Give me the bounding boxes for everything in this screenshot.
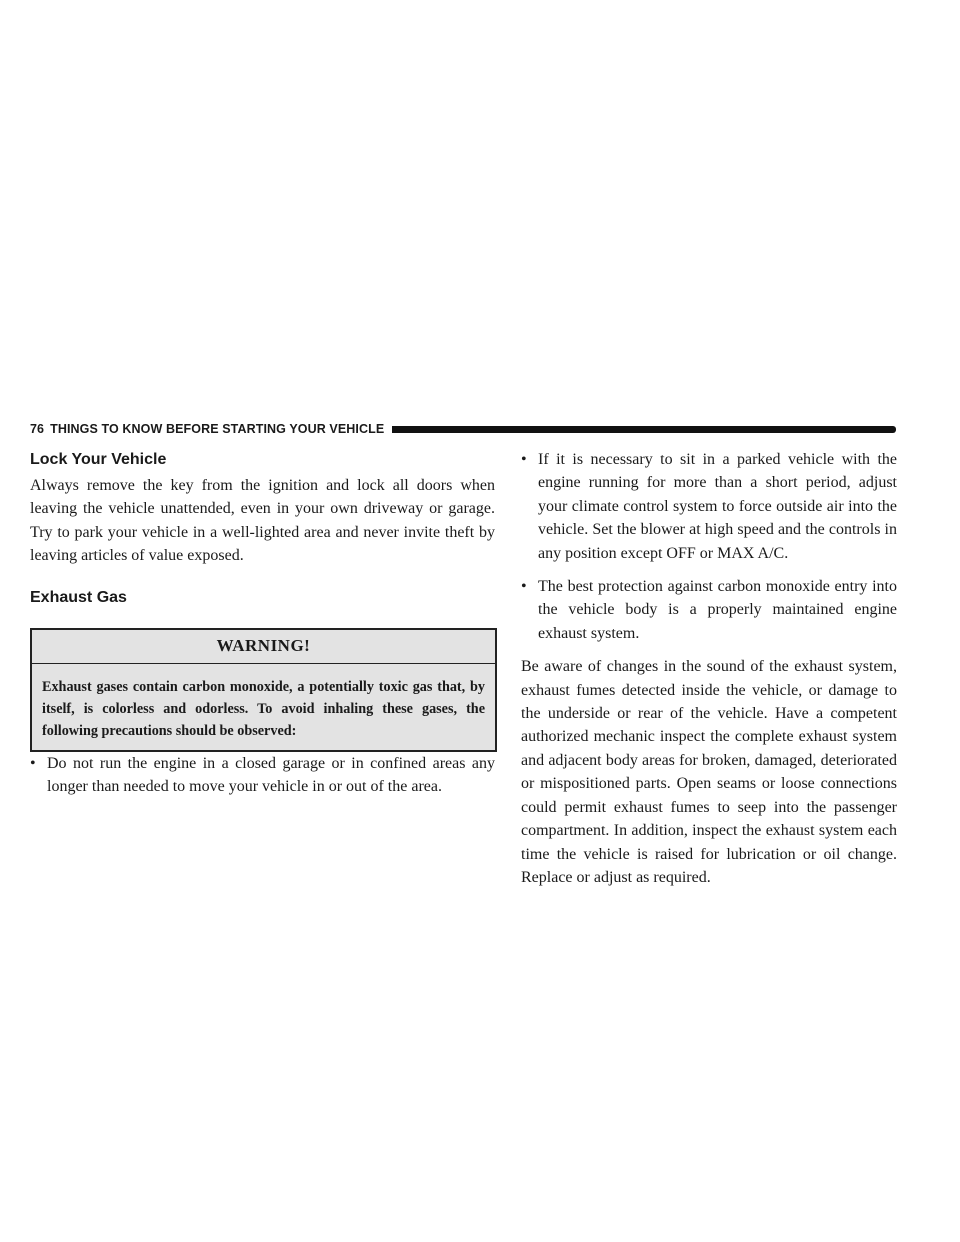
page-header — [30, 422, 896, 436]
bullet-icon: • — [30, 754, 36, 772]
heading-lock-your-vehicle: Lock Your Vehicle — [30, 451, 167, 468]
right-column — [521, 448, 897, 889]
bullet-icon: • — [521, 451, 527, 468]
precaution-list-left — [30, 752, 495, 799]
warning-box — [30, 628, 497, 752]
section-title: THINGS TO KNOW BEFORE STARTING YOUR VEHICLE — [50, 422, 385, 436]
list-item-text: The best protection against carbon monoxide entry into the vehicle body is a properly maintained engine exhaust system. — [538, 578, 897, 642]
exhaust-inspection-paragraph: Be aware of changes in the sound of the exhaust system, exhaust fumes detected inside the vehicle, or damage to the underside or rear of the vehicle. Have a competent authorized mechanic inspect the complete exhaust system and adjacent body areas for broken, damaged, deteriorated or mispositioned parts. Open seams or loose connections could permit exhaust fumes to seep into the passenger compartment. In addition, inspect the exhaust system each time the vehicle is raised for lubrication or oil change. Replace or adjust as required. — [521, 658, 897, 886]
left-column — [30, 448, 495, 808]
warning-title: WARNING! — [32, 630, 495, 664]
page-number: 76 — [30, 422, 45, 436]
bullet-icon: • — [521, 578, 527, 596]
list-item-text: Do not run the engine in a closed garage or in confined areas any longer than needed to move your vehicle in or out of the area. — [47, 754, 495, 796]
list-item-text: If it is necessary to sit in a parked vehicle with the engine running for more than a short period, adjust your climate control system to force outside air into the vehicle. Set the blower at high speed and the controls in any position except OFF or MAX A/C. — [538, 451, 897, 562]
warning-text: Exhaust gases contain carbon monoxide, a potentially toxic gas that, by itself, is colorless and odorless. To avoid inhaling these gases, the following precautions should be observed: — [42, 678, 485, 739]
precaution-list-right — [521, 448, 897, 645]
lock-paragraph: Always remove the key from the ignition and lock all doors when leaving the vehicle unattended, even in your own driveway or garage. Try to park your vehicle in a well-lighted area and never invite theft by leaving articles of value exposed. — [30, 477, 495, 565]
list-item — [30, 752, 495, 799]
heading-exhaust-gas: Exhaust Gas — [30, 588, 127, 606]
list-item — [521, 448, 897, 565]
header-rule — [392, 426, 896, 433]
list-item — [521, 575, 897, 645]
